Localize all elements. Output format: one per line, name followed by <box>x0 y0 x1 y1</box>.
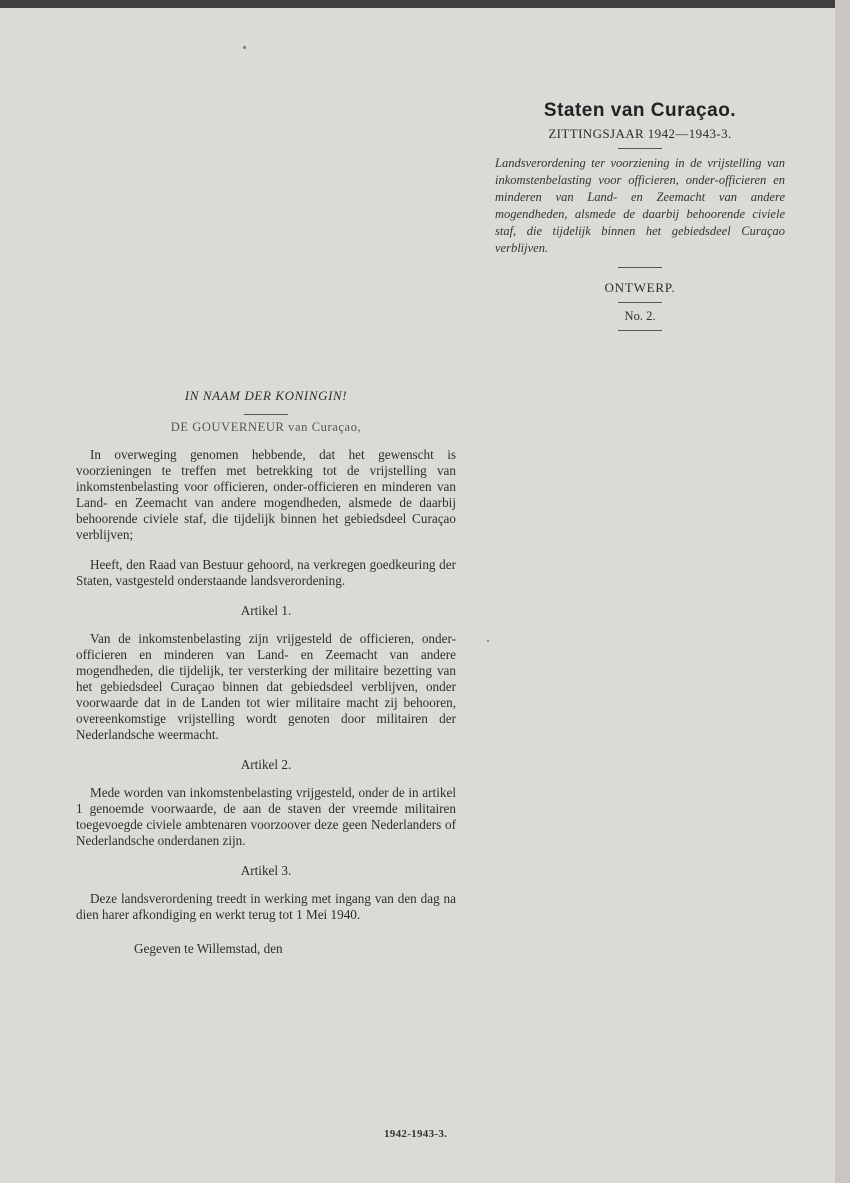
number-divider <box>618 330 662 331</box>
article-3-text: Deze landsverordening treedt in werking met ingang van den dag na dien harer afkondiging en werkt terug tot 1 Mei 1940. <box>76 891 456 922</box>
document-number: No. 2. <box>624 309 656 323</box>
subject-divider <box>618 267 662 268</box>
session-year: ZITTINGSJAAR 1942—1943-3. <box>548 126 732 141</box>
scan-right-edge <box>835 0 850 1183</box>
article-1-title: Artikel 1. <box>240 603 292 618</box>
scan-top-edge <box>0 0 850 8</box>
document-page <box>0 8 835 1183</box>
given-at-line: Gegeven te Willemstad, den <box>134 941 283 956</box>
article-1-text: Van de inkomstenbelasting zijn vrijgesteld de officieren, onder-officieren en minderen van Land- en Zeemacht van andere mogendheden, die tijdelijk, ter versterking der militaire bezetting van het gebiedsdeel Curaçao binnen dat gebiedsdeel verblijven, onder voorwaarde dat in de Landen tot wier militaire macht zij behooren, overeenkomstige vrijstelling wordt genoten door militairen der Nederlandsche weermacht. <box>76 631 456 742</box>
article-2-title: Artikel 2. <box>240 757 292 772</box>
enactment-paragraph: Heeft, den Raad van Bestuur gehoord, na verkregen goedkeuring der Staten, vastgesteld onderstaande landsverordening. <box>76 557 456 588</box>
document-subject: Landsverordening ter voorziening in de vrijstelling van inkomstenbelasting voor officieren, onder-officieren en minderen van Land- en Zeemacht van andere mogendheden, alsmede de daarbij behoorende civiele staf, die tijdelijk binnen het gebiedsdeel Curaçao verblijven. <box>495 156 785 255</box>
paper-speck <box>243 46 246 49</box>
article-3-title: Artikel 3. <box>240 863 292 878</box>
paper-speck <box>487 640 489 642</box>
header-divider <box>618 148 662 149</box>
document-body <box>76 388 456 957</box>
footer-code: 1942-1943-3. <box>384 1128 448 1140</box>
governor-line: DE GOUVERNEUR van Curaçao, <box>170 420 362 434</box>
preamble-paragraph: In overweging genomen hebbende, dat het gewenscht is voorzieningen te treffen met betrekking tot de vrijstelling van inkomstenbelasting voor officieren, onder-officieren en minderen van Land- en Zeemacht van andere mogendheden, alsmede de daarbij behoorende civiele staf, die tijdelijk binnen het gebiedsdeel Curaçao verblijven; <box>76 447 456 542</box>
invocation: IN NAAM DER KONINGIN! <box>184 388 348 403</box>
draft-divider <box>618 302 662 303</box>
article-2-text: Mede worden van inkomstenbelasting vrijgesteld, onder de in artikel 1 genoemde voorwaarde, de aan de staven der vreemde militairen toegevoegde civiele ambtenaren voorzoover deze geen Nederlanders of Nederlandsche onderdanen zijn. <box>76 785 456 848</box>
document-header <box>495 100 785 337</box>
invocation-divider <box>244 414 288 415</box>
draft-label: ONTWERP. <box>604 280 676 295</box>
org-title: Staten van Curaçao. <box>543 100 737 121</box>
